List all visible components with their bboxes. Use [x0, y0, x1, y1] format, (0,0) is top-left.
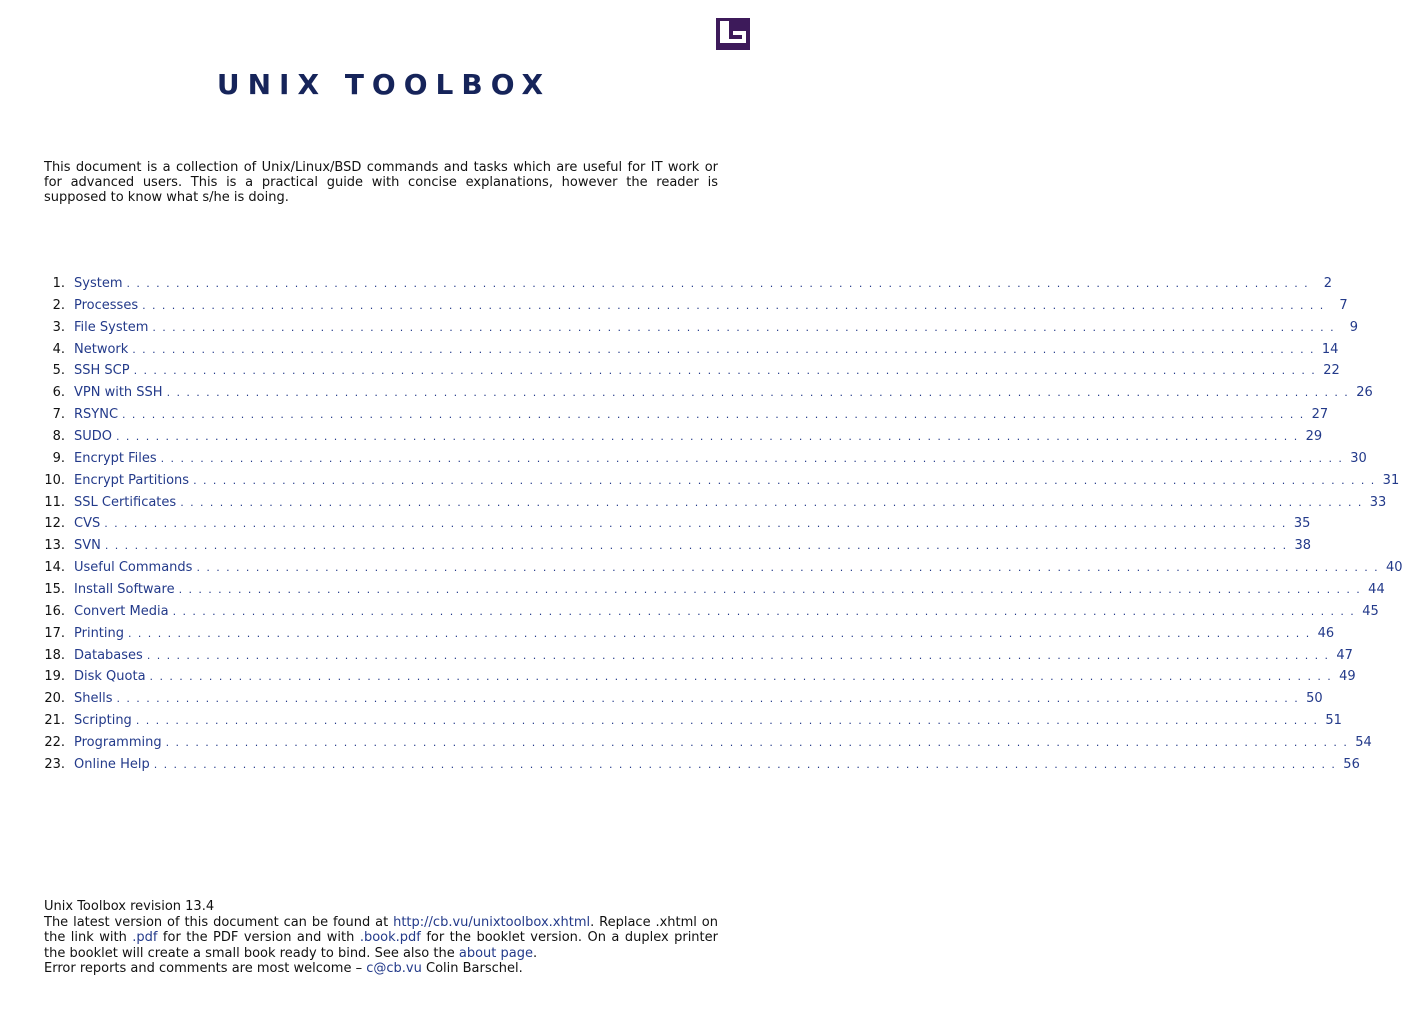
toc-number: 16. [44, 603, 65, 619]
toc-number: 11. [44, 494, 65, 510]
toc-page-number: 38 [1294, 538, 1312, 554]
toc-link[interactable] [74, 383, 1373, 403]
toc-leader-dots: ........................................................................................................................ [126, 277, 1315, 290]
toc-page-number: 2 [1323, 276, 1333, 291]
toc-link[interactable] [74, 711, 1342, 731]
intro-paragraph: This document is a collection of Unix/Linux/BSD commands and tasks which are useful for IT work or for advanced users. This is a practical guide with concise explanations, however the reader is supposed to know what s/he is doing. [44, 160, 718, 205]
toc-entry [36, 689, 1323, 711]
toc-label: Online Help [74, 756, 150, 772]
toc-label: CVS [74, 516, 101, 532]
toc-number: 14. [44, 560, 65, 576]
toc-label: Convert Media [74, 603, 169, 619]
toc-link[interactable] [74, 340, 1339, 360]
toc-number: 9. [52, 450, 65, 466]
toc-entry [36, 711, 1342, 733]
toc-page-number: 31 [1382, 472, 1400, 488]
toc-link[interactable] [74, 667, 1356, 687]
toc-entry [36, 318, 1358, 340]
toc-page-number: 35 [1293, 516, 1311, 532]
toc-number: 2. [52, 297, 65, 313]
toc-page-number: 30 [1350, 450, 1367, 466]
revision-text: Unix Toolbox revision 13.4 [44, 899, 215, 914]
toc-page-number: 22 [1323, 363, 1340, 379]
toc-page-number: 50 [1306, 691, 1323, 707]
toc-link[interactable] [74, 536, 1312, 556]
toc-entry [36, 514, 1311, 536]
toc-leader-dots: ........................................................................................................................ [160, 451, 1349, 465]
toc-label: Programming [74, 735, 162, 751]
toc-page-number: 33 [1369, 494, 1387, 510]
pdf-text: for the PDF version and with [157, 930, 360, 945]
unixtoolbox-url-link[interactable]: http://cb.vu/unixtoolbox.xhtml [393, 914, 591, 930]
toc-link[interactable] [74, 689, 1323, 709]
toc-label: RSYNC [74, 407, 119, 423]
toc-label: Install Software [74, 582, 175, 598]
toc-leader-dots: ........................................................................................................................ [132, 342, 1320, 356]
toc-label: SVN [74, 538, 101, 554]
toc-number: 17. [44, 625, 65, 641]
toc-label: Useful Commands [74, 560, 193, 576]
cb-vu-logo-icon [716, 18, 750, 50]
toc-number: 10. [44, 472, 65, 488]
toc-number: 21. [44, 713, 65, 729]
toc-link[interactable] [74, 558, 1403, 578]
toc-number: 1. [52, 276, 65, 291]
toc-leader-dots: ........................................................................................................................ [142, 298, 1330, 312]
toc-page-number: 45 [1362, 603, 1379, 619]
toc-leader-dots: ........................................................................................................................ [135, 714, 1324, 728]
toc-label: Encrypt Files [74, 450, 157, 466]
toc-page-number: 7 [1339, 297, 1348, 313]
toc-link[interactable] [74, 624, 1335, 644]
toc-leader-dots: ........................................................................................................................ [193, 473, 1381, 487]
document-title: UNIX TOOLBOX [216, 68, 552, 101]
toc-number: 12. [44, 516, 65, 532]
toc-entry [36, 427, 1323, 449]
toc-leader-dots: ........................................................................................................................ [116, 692, 1305, 706]
table-of-contents [36, 274, 1403, 777]
toc-entry [36, 667, 1356, 689]
toc-label: SSL Certificates [74, 494, 177, 510]
toc-leader-dots: ........................................................................................................................ [153, 757, 1342, 771]
toc-label: Scripting [74, 713, 132, 729]
toc-leader-dots: ........................................................................................................................ [122, 408, 1310, 422]
latest-version-text: The latest version of this document can be found at [44, 914, 394, 930]
toc-link[interactable] [74, 493, 1387, 513]
toc-label: VPN with SSH [74, 385, 163, 401]
toc-number: 3. [52, 319, 65, 335]
toc-entry [36, 624, 1335, 646]
toc-leader-dots: ........................................................................................................................ [104, 517, 1292, 531]
toc-number: 4. [52, 341, 65, 357]
toc-link[interactable] [74, 602, 1379, 622]
toc-page-number: 56 [1343, 756, 1360, 772]
toc-link[interactable] [74, 733, 1372, 753]
toc-number: 13. [44, 538, 65, 554]
toc-leader-dots: ........................................................................................................................ [178, 583, 1367, 597]
toc-leader-dots: ........................................................................................................................ [172, 604, 1361, 618]
toc-page-number: 54 [1355, 735, 1372, 751]
toc-link[interactable] [74, 318, 1358, 338]
toc-number: 20. [44, 691, 65, 707]
about-page-link[interactable]: about page [458, 945, 533, 961]
toc-leader-dots: ........................................................................................................................ [133, 364, 1322, 378]
toc-page-number: 9 [1349, 319, 1358, 335]
toc-leader-dots: ........................................................................................................................ [104, 539, 1293, 553]
email-link[interactable]: c@cb.vu [366, 961, 422, 976]
toc-label: Network [74, 341, 129, 357]
author-text: Colin Barschel. [421, 961, 523, 976]
toc-entry [36, 449, 1367, 471]
booklet-text: for the booklet version. On a duplex printer the booklet will create a small book ready to bind. See also the [44, 930, 718, 961]
toc-label: System [74, 276, 123, 291]
toc-entry [36, 536, 1312, 558]
toc-entry [36, 471, 1400, 493]
toc-number: 6. [52, 385, 65, 401]
toc-entry [36, 405, 1329, 427]
toc-entry [36, 493, 1387, 515]
toc-link[interactable] [74, 361, 1340, 381]
toc-link[interactable] [74, 580, 1385, 600]
replace-text: . Replace .xhtml on the link with [44, 914, 718, 945]
toc-entry [36, 274, 1333, 296]
toc-page-number: 14 [1321, 341, 1339, 357]
toc-number: 18. [44, 647, 65, 663]
toc-number: 15. [44, 582, 65, 598]
toc-label: Processes [74, 297, 139, 313]
toc-label: Shells [74, 691, 113, 707]
toc-page-number: 26 [1356, 385, 1373, 401]
toc-entry [36, 558, 1403, 580]
toc-entry [36, 340, 1339, 362]
toc-page-number: 40 [1386, 560, 1403, 576]
toc-number: 8. [52, 429, 65, 445]
toc-label: SSH SCP [74, 363, 130, 379]
toc-leader-dots: ........................................................................................................................ [165, 736, 1354, 750]
toc-entry [36, 602, 1379, 624]
toc-label: Disk Quota [74, 669, 146, 685]
toc-number: 7. [52, 407, 65, 423]
toc-entry [36, 296, 1348, 318]
toc-link[interactable] [74, 274, 1333, 294]
toc-leader-dots: ........................................................................................................................ [196, 561, 1385, 575]
toc-link[interactable] [74, 755, 1360, 775]
toc-link[interactable] [74, 514, 1311, 534]
toc-link[interactable] [74, 449, 1367, 469]
toc-page-number: 47 [1336, 647, 1353, 663]
toc-link[interactable] [74, 405, 1329, 425]
toc-link[interactable] [74, 646, 1353, 666]
toc-label: Encrypt Partitions [74, 472, 190, 488]
toc-link[interactable] [74, 471, 1400, 491]
toc-label: Printing [74, 625, 125, 641]
toc-label: File System [74, 319, 149, 335]
toc-entry [36, 361, 1340, 383]
pdf-link[interactable]: .pdf [132, 930, 158, 945]
toc-leader-dots: ........................................................................................................................ [166, 386, 1355, 400]
error-reports-text: Error reports and comments are most welcome – [44, 961, 367, 976]
toc-leader-dots: ........................................................................................................................ [180, 495, 1368, 509]
toc-entry [36, 755, 1360, 777]
toc-page-number: 49 [1339, 669, 1356, 685]
toc-entry [36, 733, 1372, 755]
toc-entry [36, 646, 1353, 668]
about-suffix-text: . [532, 945, 538, 961]
toc-number: 22. [44, 735, 65, 751]
toc-leader-dots: ........................................................................................................................ [146, 648, 1335, 662]
toc-page-number: 51 [1325, 713, 1342, 729]
toc-leader-dots: ........................................................................................................................ [128, 626, 1316, 640]
toc-label: SUDO [74, 429, 113, 445]
toc-link[interactable] [74, 427, 1323, 447]
toc-leader-dots: ........................................................................................................................ [149, 670, 1338, 684]
toc-label: Databases [74, 647, 143, 663]
toc-leader-dots: ........................................................................................................................ [152, 320, 1340, 334]
toc-page-number: 27 [1311, 407, 1329, 423]
toc-entry [36, 580, 1385, 602]
toc-link[interactable] [74, 296, 1348, 316]
toc-number: 23. [44, 756, 65, 772]
toc-number: 5. [52, 363, 65, 379]
toc-entry [36, 383, 1373, 405]
toc-number: 19. [44, 669, 65, 685]
toc-page-number: 29 [1305, 429, 1323, 445]
footer [44, 899, 718, 977]
toc-page-number: 46 [1317, 625, 1335, 641]
toc-page-number: 44 [1368, 582, 1385, 598]
toc-leader-dots: ........................................................................................................................ [116, 430, 1304, 444]
book-pdf-link[interactable]: .book.pdf [359, 930, 421, 945]
